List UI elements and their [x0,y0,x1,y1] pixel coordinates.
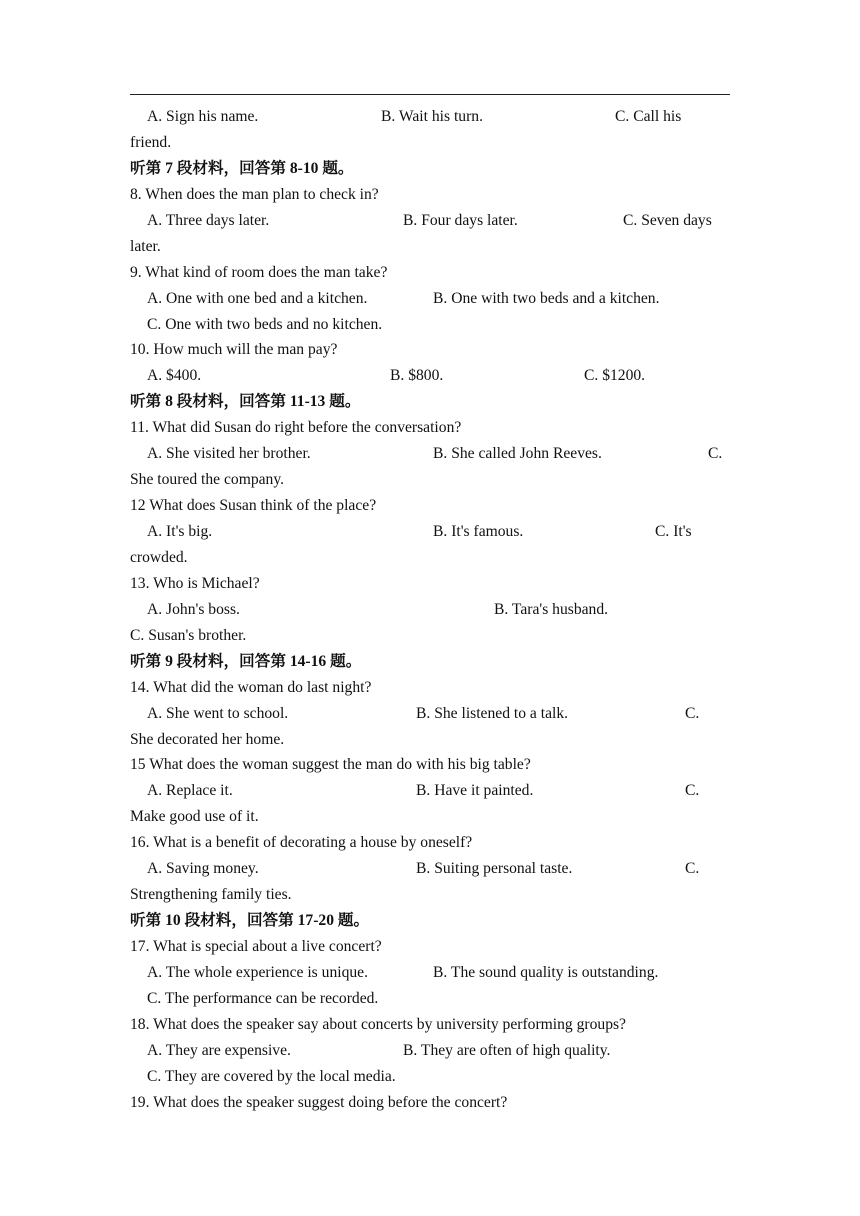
question: 11. What did Susan do right before the conversation? [130,419,462,437]
option-b: B. The sound quality is outstanding. [433,963,659,981]
option-b: B. Four days later. [403,211,518,229]
option-b: B. Tara's husband. [494,600,609,618]
question: 9. What kind of room does the man take? [130,263,388,281]
option-row [130,597,726,623]
option-a: A. John's boss. [147,600,240,618]
option-b: B. Have it painted. [416,782,534,800]
section-heading: 听第 7 段材料，回答第 8-10 题。 [130,159,354,177]
wrapped-text: crowded. [130,548,188,566]
option-b: B. She called John Reeves. [433,445,602,463]
question: 15 What does the woman suggest the man do with his big table? [130,756,531,774]
option-row [130,519,726,545]
option-b: B. They are often of high quality. [403,1041,611,1059]
section-heading: 听第 10 段材料，回答第 17-20 题。 [130,912,370,930]
option-c: C. [685,782,700,800]
option-b: B. She listened to a talk. [416,704,569,722]
document-page [130,104,726,1116]
wrapped-text: She toured the company. [130,471,285,489]
header-rule [130,94,730,95]
question: 8. When does the man plan to check in? [130,185,379,203]
option-c: C. [685,704,700,722]
option-row [130,1038,726,1064]
option-row [130,960,726,986]
option-a: A. Saving money. [147,860,259,878]
option-row [130,778,726,804]
option-row [130,1064,726,1090]
option-row [130,441,726,467]
wrapped-text: later. [130,237,161,255]
option-c: C. [708,445,723,463]
option-row [130,363,726,389]
option-row [130,312,726,338]
wrapped-text: friend. [130,133,172,151]
option-row [130,208,726,234]
option-b: B. $800. [390,367,444,385]
option-row [130,986,726,1012]
wrapped-text: C. Susan's brother. [130,626,247,644]
option-row [130,104,726,130]
wrapped-text: Strengthening family ties. [130,886,292,904]
option-a: A. $400. [147,367,202,385]
option-row [130,856,726,882]
option-a: A. The whole experience is unique. [147,963,368,981]
option-c: C. It's [655,523,692,540]
option-a: A. She visited her brother. [147,445,311,463]
question: 16. What is a benefit of decorating a house by oneself? [130,834,473,852]
option-b: B. One with two beds and a kitchen. [433,289,660,307]
option-a: A. Replace it. [147,782,233,800]
option-c: C. The performance can be recorded. [147,989,379,1007]
option-b: B. It's famous. [433,523,524,540]
wrapped-text: Make good use of it. [130,808,259,826]
section-heading: 听第 9 段材料，回答第 14-16 题。 [130,652,362,670]
question: 17. What is special about a live concert? [130,938,382,955]
question: 12 What does Susan think of the place? [130,497,377,515]
question: 13. Who is Michael? [130,574,260,592]
option-c: C. [685,860,700,878]
option-a: A. Sign his name. [147,108,259,125]
question: 10. How much will the man pay? [130,341,338,359]
section-heading: 听第 8 段材料，回答第 11-13 题。 [130,393,361,411]
question: 14. What did the woman do last night? [130,678,372,696]
option-a: A. One with one bed and a kitchen. [147,289,368,307]
option-row [130,701,726,727]
option-a: A. They are expensive. [147,1041,291,1059]
option-a: A. She went to school. [147,704,289,722]
option-c: C. Call his [615,108,682,125]
option-b: B. Suiting personal taste. [416,860,573,878]
option-c: C. They are covered by the local media. [147,1067,396,1085]
question: 19. What does the speaker suggest doing before the concert? [130,1093,508,1111]
question: 18. What does the speaker say about concerts by university performing groups? [130,1015,626,1033]
option-row [130,286,726,312]
option-c: C. $1200. [584,367,646,385]
option-c: C. One with two beds and no kitchen. [147,315,383,333]
option-a: A. It's big. [147,523,213,540]
option-b: B. Wait his turn. [381,108,483,125]
wrapped-text: She decorated her home. [130,730,285,748]
option-c: C. Seven days [623,211,712,229]
option-a: A. Three days later. [147,211,270,229]
